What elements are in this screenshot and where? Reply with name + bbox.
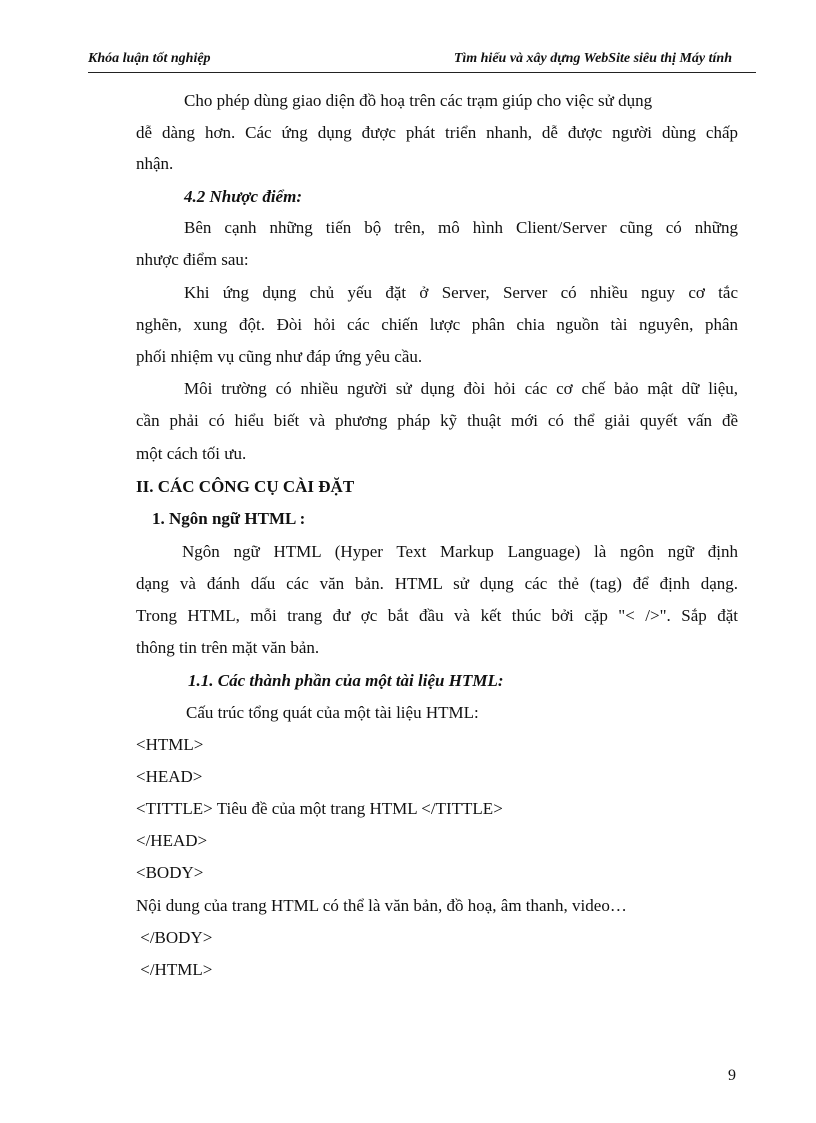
paragraph-line: nhận. [136, 154, 174, 173]
paragraph-line: phối nhiệm vụ cũng như đáp ứng yêu cầu. [136, 347, 423, 366]
paragraph-line: nhược điểm sau: [136, 250, 249, 269]
section-heading-1-1: 1.1. Các thành phần của một tài liệu HTML: [188, 671, 504, 690]
section-heading-1: 1. Ngôn ngữ HTML : [152, 509, 306, 528]
code-line: </HTML> [136, 960, 213, 979]
code-line: </BODY> [136, 928, 213, 947]
paragraph-line: Cấu trúc tổng quát của một tài liệu HTML: [186, 703, 479, 722]
header-right-title: Tìm hiểu và xây dựng WebSite siêu thị Máy tính [453, 51, 732, 66]
paragraph-line: một cách tối ưu. [136, 444, 247, 463]
paragraph-line: Môi trường có nhiều người sử dụng đòi hỏi các cơ chế bảo mật dữ liệu, [184, 379, 738, 398]
section-heading-ii: II. CÁC CÔNG CỤ CÀI ĐẶT [136, 477, 355, 496]
section-heading-4-2: 4.2 Nhược điểm: [184, 187, 302, 206]
paragraph-line: nghẽn, xung đột. Đòi hỏi các chiến lược phân chia nguồn tài nguyên, phân [136, 315, 738, 334]
paragraph-line: thông tin trên mặt văn bản. [136, 638, 320, 657]
code-line: </HEAD> [136, 831, 208, 850]
code-line: <HTML> [136, 735, 204, 754]
code-line: <HEAD> [136, 767, 203, 786]
paragraph-line: dạng và đánh dấu các văn bản. HTML sử dụng các thẻ (tag) để định dạng. [136, 574, 738, 593]
paragraph-line: dễ dàng hơn. Các ứng dụng được phát triển nhanh, dễ được người dùng chấp [136, 123, 738, 142]
code-line: Nội dung của trang HTML có thể là văn bản, đồ hoạ, âm thanh, video… [136, 896, 627, 915]
code-line: <TITTLE> Tiêu đề của một trang HTML </TITTLE> [136, 799, 503, 818]
paragraph-line: Khi ứng dụng chủ yếu đặt ở Server, Server có nhiều nguy cơ tắc [184, 283, 738, 302]
code-line: <BODY> [136, 863, 204, 882]
paragraph-line: cần phải có hiểu biết và phương pháp kỹ thuật mới có thể giải quyết vấn đề [136, 411, 738, 430]
paragraph-line: Bên cạnh những tiến bộ trên, mô hình Client/Server cũng có những [184, 218, 738, 237]
page-number: 9 [728, 1067, 736, 1084]
page-header [88, 48, 756, 73]
header-left-title: Khóa luận tốt nghiệp [88, 51, 211, 66]
paragraph-line: Trong HTML, mỗi trang đư ợc bắt đầu và kết thúc bởi cặp "< />". Sắp đặt [136, 606, 738, 625]
paragraph-line: Cho phép dùng giao diện đồ hoạ trên các trạm giúp cho việc sử dụng [184, 91, 653, 110]
paragraph-line: Ngôn ngữ HTML (Hyper Text Markup Language) là ngôn ngữ định [182, 542, 738, 561]
